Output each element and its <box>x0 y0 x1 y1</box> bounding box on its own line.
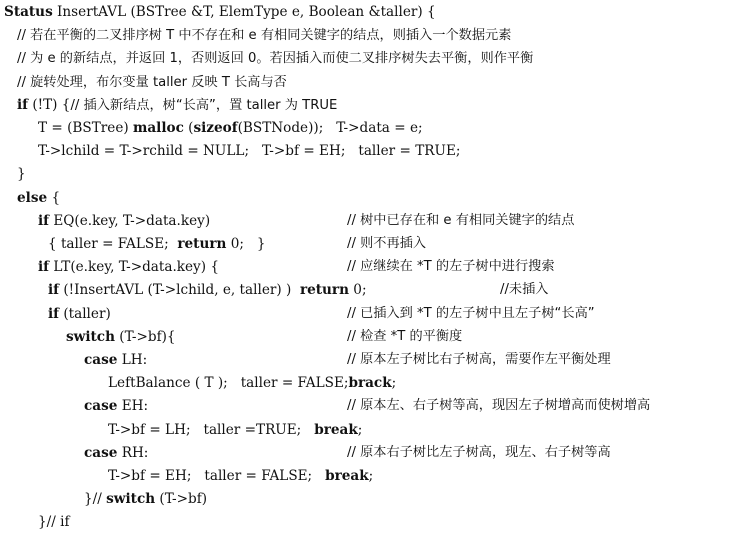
code-text: LH: <box>117 352 148 368</box>
code-line <box>0 487 749 511</box>
code-comment: // 树中已存在和 e 有相同关键字的结点 <box>347 212 575 228</box>
code-text: T->bf = LH; taller =TRUE; <box>108 421 315 438</box>
code-line <box>0 394 749 418</box>
code-text: 0; <box>348 282 367 299</box>
code-keyword: break <box>325 468 369 484</box>
code-line <box>0 418 749 442</box>
code-text: 0; } <box>226 236 266 252</box>
code-comment: // 为 e 的新结点，并返回 1，否则返回 0。若因插入而使二叉排序树失去平衡，则作平衡 <box>17 51 534 67</box>
code-text: }// if <box>38 514 70 531</box>
code-keyword: switch <box>106 491 156 508</box>
code-comment: // 检查 *T 的平衡度 <box>347 328 463 344</box>
code-line <box>0 348 749 372</box>
code-comment: // 原本左子树比右子树高，需要作左平衡处理 <box>347 352 611 367</box>
code-comment: // 旋转处理，布尔变量 taller 反映 T 长高与否 <box>17 74 287 90</box>
code-text: T->bf = EH; taller = FALSE; <box>108 468 326 484</box>
code-text: InsertAVL (BSTree &T, ElemType e, Boolean &taller) { <box>52 4 436 20</box>
code-line <box>0 325 749 349</box>
code-text: (T->bf) <box>155 491 208 508</box>
code-line <box>0 70 749 94</box>
code-comment: // 插入新结点，树“长高”，置 taller 为 TRUE <box>70 97 338 113</box>
code-text: LT(e.key, T->data.key) { <box>49 259 220 276</box>
code-keyword: case <box>84 398 118 415</box>
code-text: (T->bf){ <box>114 328 176 345</box>
code-line <box>0 116 749 140</box>
code-line <box>0 278 749 302</box>
code-comment: //未插入 <box>500 282 549 298</box>
code-text: RH: <box>117 444 149 461</box>
code-comment: // 原本左、右子树等高，现因左子树增高而使树增高 <box>347 398 651 414</box>
code-text: T = (BSTree) <box>38 120 133 136</box>
code-line <box>0 23 749 47</box>
code-line <box>0 209 749 233</box>
code-text: ; <box>391 375 397 392</box>
code-keyword: else <box>17 189 48 206</box>
code-line <box>0 0 749 24</box>
code-line <box>0 139 749 163</box>
code-line <box>0 232 749 256</box>
code-text: ; <box>357 421 363 438</box>
code-keyword: if <box>38 259 50 276</box>
code-text: }// <box>84 491 107 508</box>
code-line <box>0 371 749 395</box>
code-text: { <box>47 189 61 206</box>
code-text: T->lchild = T->rchild = NULL; T->bf = EH; taller = TRUE; <box>38 143 461 160</box>
code-keyword: case <box>84 444 118 461</box>
code-keyword: break <box>314 421 358 438</box>
code-line <box>0 46 749 70</box>
code-text: ( <box>183 120 194 136</box>
code-text: (taller) <box>59 305 111 322</box>
code-line <box>0 441 749 465</box>
code-text: EQ(e.key, T->data.key) <box>49 212 211 229</box>
code-line <box>0 162 749 186</box>
code-keyword: case <box>84 352 118 368</box>
code-comment: // 应继续在 *T 的左子树中进行搜索 <box>347 259 555 275</box>
code-keyword: return <box>177 236 227 252</box>
code-keyword: Status <box>4 4 53 20</box>
code-text: (!T) { <box>28 96 71 113</box>
code-keyword: if <box>38 212 50 229</box>
code-text: (BSTNode)); T->data = e; <box>237 120 423 136</box>
code-keyword: sizeof <box>193 120 238 136</box>
code-keyword: malloc <box>132 120 184 136</box>
code-text: { taller = FALSE; <box>48 236 178 252</box>
code-line <box>0 93 749 117</box>
code-text: ; <box>368 468 374 484</box>
code-line <box>0 186 749 210</box>
code-comment: // 原本右子树比左子树高，现左、右子树等高 <box>347 444 611 460</box>
code-keyword: if <box>48 305 60 322</box>
code-keyword: switch <box>66 328 115 345</box>
code-text: (!InsertAVL (T->lchild, e, taller) ) <box>59 282 300 299</box>
code-keyword: brack <box>348 375 392 392</box>
code-comment: // 若在平衡的二叉排序树 T 中不存在和 e 有相同关键字的结点，则插入一个数据元素 <box>17 28 512 44</box>
code-line <box>0 464 749 488</box>
code-keyword: return <box>299 282 349 299</box>
code-line <box>0 510 749 534</box>
code-text: EH: <box>117 398 149 415</box>
code-comment: // 则不再插入 <box>347 236 427 251</box>
code-keyword: if <box>48 282 60 299</box>
code-comment: // 已插入到 *T 的左子树中且左子树“长高” <box>347 305 595 321</box>
code-text: LeftBalance ( T ); taller = FALSE; <box>108 375 349 392</box>
code-text: } <box>17 166 26 183</box>
code-line <box>0 255 749 279</box>
code-line <box>0 302 749 326</box>
code-keyword: if <box>17 96 29 113</box>
